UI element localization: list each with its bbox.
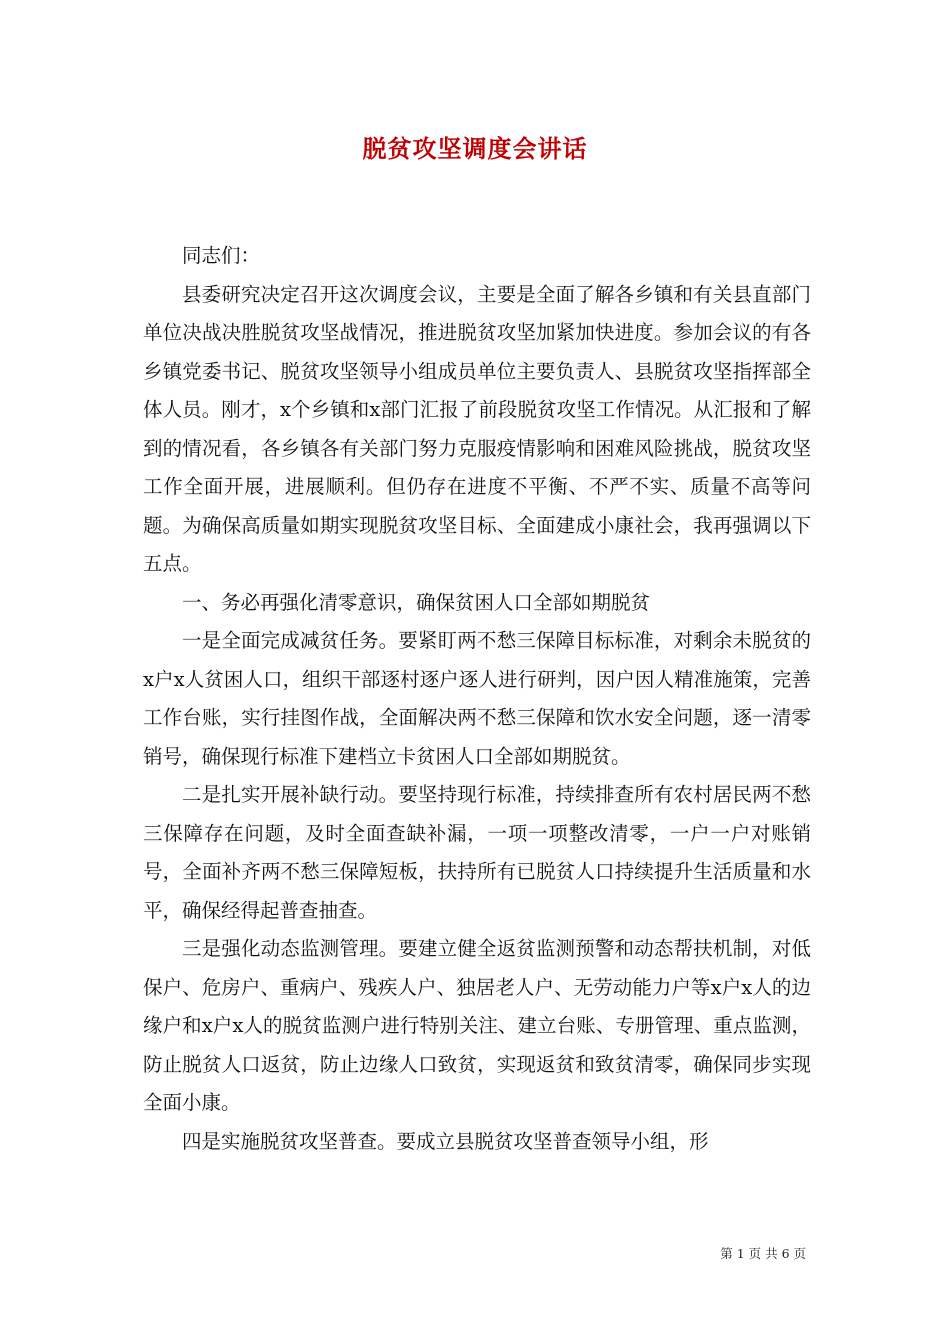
intro-paragraph: 县委研究决定召开这次调度会议，主要是全面了解各乡镇和有关县直部门单位决战决胜脱贫攻坚战情况，推进脱贫攻坚加紧加快进度。参加会议的有各乡镇党委书记、脱贫攻坚领导小组成员单位主要负责人、县脱贫攻坚指挥部全体人员。刚才，x个乡镇和x部门汇报了前段脱贫攻坚工作情况。从汇报和了解到的情况看，各乡镇各有关部门努力克服疫情影响和困难风险挑战，脱贫攻坚工作全面开展，进展顺利。但仍存在进度不平衡、不严不实、质量不高等问题。为确保高质量如期实现脱贫攻坚目标、全面建成小康社会，我再强调以下五点。 <box>143 282 811 575</box>
paragraph-point-3: 三是强化动态监测管理。要建立健全返贫监测预警和动态帮扶机制，对低保户、危房户、重病户、残疾人户、独居老人户、无劳动能力户等x户x人的边缘户和x户x人的脱贫监测户进行特别关注、建立台账、专册管理、重点监测，防止脱贫人口返贫，防止边缘人口致贫，实现返贫和致贫清零，确保同步实现全面小康。 <box>143 937 811 1114</box>
section-heading: 一、务必再强化清零意识，确保贫困人口全部如期脱贫 <box>182 590 651 614</box>
document-body <box>143 237 811 1161</box>
page-number: 第 1 页 共 6 页 <box>720 1246 806 1261</box>
paragraph-point-2: 二是扎实开展补缺行动。要坚持现行标准，持续排查所有农村居民两不愁三保障存在问题，及时全面查缺补漏，一项一项整改清零，一户一户对账销号，全面补齐两不愁三保障短板，扶持所有已脱贫人口持续提升生活质量和水平，确保经得起普查抽查。 <box>143 783 811 922</box>
salutation: 同志们： <box>182 244 261 267</box>
document-title: 脱贫攻坚调度会讲话 <box>362 135 588 163</box>
paragraph-point-4: 四是实施脱贫攻坚普查。要成立县脱贫攻坚普查领导小组，形 <box>182 1129 709 1153</box>
paragraph-point-1: 一是全面完成减贫任务。要紧盯两不愁三保障目标标准，对剩余未脱贫的x户x人贫困人口，组织干部逐村逐户逐人进行研判，因户因人精准施策，完善工作台账，实行挂图作战，全面解决两不愁三保障和饮水安全问题，逐一清零销号，确保现行标准下建档立卡贫困人口全部如期脱贫。 <box>143 629 811 768</box>
